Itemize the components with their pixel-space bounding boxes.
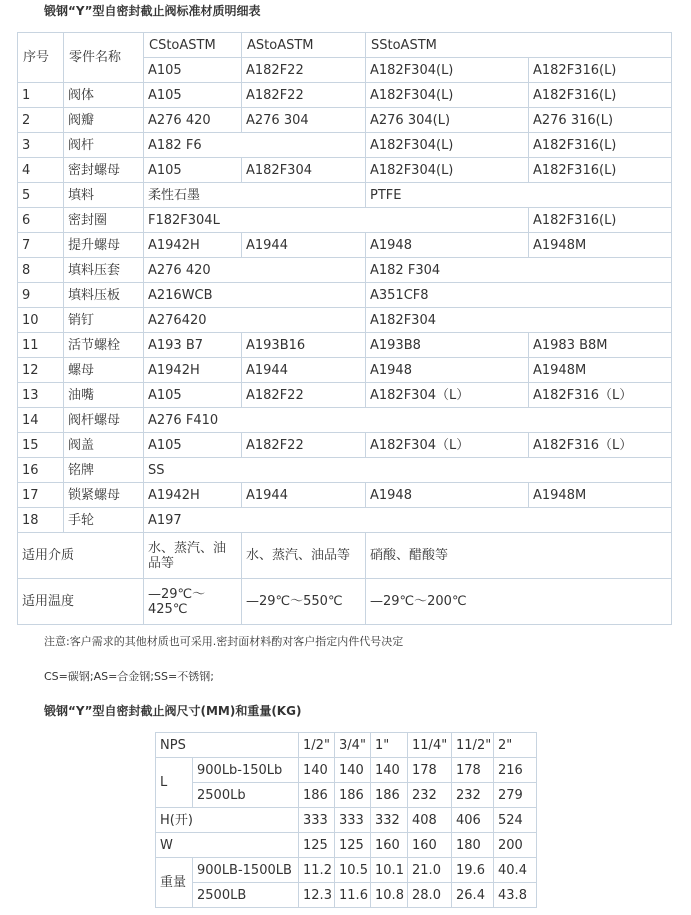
length-value: 232 — [408, 783, 452, 808]
subheader-ss-304: A182F304(L) — [366, 58, 529, 83]
length-value: 186 — [299, 783, 335, 808]
material-cs: A105 — [144, 158, 242, 183]
table-row — [18, 358, 672, 383]
material-cs: A1942H — [144, 483, 242, 508]
row-number: 12 — [18, 358, 64, 383]
table-row — [156, 758, 537, 783]
material-cs: A1942H — [144, 358, 242, 383]
width-value: 125 — [335, 833, 371, 858]
part-name: 铭牌 — [64, 458, 144, 483]
material-ss316: A1948M — [529, 483, 672, 508]
pressure-class: 2500LB — [193, 883, 299, 908]
length-value: 186 — [335, 783, 371, 808]
temperature-cs: —29℃～425℃ — [144, 579, 242, 625]
material-ss316: A182F316(L) — [529, 83, 672, 108]
pressure-class: 2500Lb — [193, 783, 299, 808]
material-ss: A351CF8 — [366, 283, 672, 308]
table-row — [18, 283, 672, 308]
material-ss: A182 F304 — [366, 258, 672, 283]
weight-value: 12.3 — [299, 883, 335, 908]
part-name: 密封圈 — [64, 208, 144, 233]
material-cs: A105 — [144, 433, 242, 458]
material-as: A276 304 — [242, 108, 366, 133]
height-label: H(开) — [156, 808, 299, 833]
material-as: A1944 — [242, 233, 366, 258]
size-header: 3/4" — [335, 733, 371, 758]
row-number: 6 — [18, 208, 64, 233]
weight-value: 19.6 — [452, 858, 494, 883]
part-name: 活节螺栓 — [64, 333, 144, 358]
material-ss316: A182F316(L) — [529, 208, 672, 233]
temperature-ss: —29℃～200℃ — [366, 579, 672, 625]
material-ss316: A182F316（L） — [529, 433, 672, 458]
material-cs-as: A216WCB — [144, 283, 366, 308]
part-name: 阀瓣 — [64, 108, 144, 133]
part-name: 手轮 — [64, 508, 144, 533]
part-name: 阀杆 — [64, 133, 144, 158]
row-number: 11 — [18, 333, 64, 358]
material-as: A182F22 — [242, 433, 366, 458]
row-number: 14 — [18, 408, 64, 433]
weight-value: 10.8 — [371, 883, 408, 908]
medium-label: 适用介质 — [18, 533, 144, 579]
header-seq: 序号 — [18, 33, 64, 83]
table-row — [156, 808, 537, 833]
subheader-ss-316: A182F316(L) — [529, 58, 672, 83]
row-number: 17 — [18, 483, 64, 508]
size-header: 2" — [494, 733, 537, 758]
table-row — [18, 233, 672, 258]
weight-label: 重量 — [156, 858, 193, 908]
table-row — [156, 858, 537, 883]
material-cs-as: A276420 — [144, 308, 366, 333]
size-header: 1/2" — [299, 733, 335, 758]
material-table — [17, 32, 672, 625]
header-as: AStoASTM — [242, 33, 366, 58]
part-name: 提升螺母 — [64, 233, 144, 258]
table-row — [18, 483, 672, 508]
part-name: 密封螺母 — [64, 158, 144, 183]
row-number: 10 — [18, 308, 64, 333]
material-ss304: A1948 — [366, 233, 529, 258]
size-header: 11/4" — [408, 733, 452, 758]
material-cs-as-ss304: F182F304L — [144, 208, 529, 233]
table-row — [18, 83, 672, 108]
material-ss304: A182F304（L） — [366, 383, 529, 408]
material-note: 注意:客户需求的其他材质也可采用.密封面材料酌对客户指定内件代号决定 — [44, 635, 404, 648]
material-ss304: A193B8 — [366, 333, 529, 358]
size-weight-table — [155, 732, 537, 908]
material-ss316: A1948M — [529, 358, 672, 383]
table-row — [18, 433, 672, 458]
row-number: 5 — [18, 183, 64, 208]
row-number: 8 — [18, 258, 64, 283]
width-label: W — [156, 833, 299, 858]
pressure-class: 900LB-1500LB — [193, 858, 299, 883]
subheader-as: A182F22 — [242, 58, 366, 83]
material-cs: A193 B7 — [144, 333, 242, 358]
material-all: A276 F410 — [144, 408, 672, 433]
height-value: 406 — [452, 808, 494, 833]
material-cs: A1942H — [144, 233, 242, 258]
table-row — [18, 458, 672, 483]
temperature-as: —29℃～550℃ — [242, 579, 366, 625]
table-row — [18, 533, 672, 579]
material-cs: A105 — [144, 83, 242, 108]
material-ss304: A182F304（L） — [366, 433, 529, 458]
table-row — [18, 308, 672, 333]
material-cs-as: A276 420 — [144, 258, 366, 283]
material-cs: A276 420 — [144, 108, 242, 133]
table-row — [18, 579, 672, 625]
length-value: 140 — [371, 758, 408, 783]
part-name: 填料压板 — [64, 283, 144, 308]
medium-cs: 水、蒸汽、油品等 — [144, 533, 242, 579]
row-number: 15 — [18, 433, 64, 458]
width-value: 125 — [299, 833, 335, 858]
table-row — [18, 208, 672, 233]
width-value: 160 — [408, 833, 452, 858]
material-table-heading: 锻钢“Y”型自密封截止阀标准材质明细表 — [44, 4, 261, 18]
width-value: 160 — [371, 833, 408, 858]
material-ss316: A1983 B8M — [529, 333, 672, 358]
table-row — [18, 183, 672, 208]
table-row — [156, 883, 537, 908]
table-row — [156, 783, 537, 808]
length-label: L — [156, 758, 193, 808]
medium-as: 水、蒸汽、油品等 — [242, 533, 366, 579]
material-all: A197 — [144, 508, 672, 533]
part-name: 螺母 — [64, 358, 144, 383]
part-name: 阀杆螺母 — [64, 408, 144, 433]
part-name: 填料 — [64, 183, 144, 208]
weight-value: 10.1 — [371, 858, 408, 883]
length-value: 178 — [452, 758, 494, 783]
width-value: 180 — [452, 833, 494, 858]
weight-value: 26.4 — [452, 883, 494, 908]
subheader-cs: A105 — [144, 58, 242, 83]
material-ss316: A276 316(L) — [529, 108, 672, 133]
weight-value: 43.8 — [494, 883, 537, 908]
table-row — [18, 408, 672, 433]
size-table-heading: 锻钢“Y”型自密封截止阀尺寸(MM)和重量(KG) — [44, 704, 302, 718]
material-cs: A105 — [144, 383, 242, 408]
part-name: 销钉 — [64, 308, 144, 333]
size-header: 1" — [371, 733, 408, 758]
row-number: 9 — [18, 283, 64, 308]
part-name: 阀体 — [64, 83, 144, 108]
header-part-name: 零件名称 — [64, 33, 144, 83]
material-ss316: A182F316（L） — [529, 383, 672, 408]
header-cs: CStoASTM — [144, 33, 242, 58]
material-ss: PTFE — [366, 183, 672, 208]
table-row — [18, 383, 672, 408]
height-value: 524 — [494, 808, 537, 833]
part-name: 填料压套 — [64, 258, 144, 283]
material-cs-as: A182 F6 — [144, 133, 366, 158]
row-number: 7 — [18, 233, 64, 258]
row-number: 16 — [18, 458, 64, 483]
weight-value: 28.0 — [408, 883, 452, 908]
material-as: A193B16 — [242, 333, 366, 358]
header-ss: SStoASTM — [366, 33, 672, 58]
table-row — [18, 133, 672, 158]
length-value: 279 — [494, 783, 537, 808]
table-row — [18, 108, 672, 133]
material-ss316: A1948M — [529, 233, 672, 258]
row-number: 1 — [18, 83, 64, 108]
temperature-label: 适用温度 — [18, 579, 144, 625]
material-ss304: A276 304(L) — [366, 108, 529, 133]
table-row — [18, 33, 672, 58]
height-value: 333 — [299, 808, 335, 833]
table-row — [156, 833, 537, 858]
material-all: SS — [144, 458, 672, 483]
height-value: 333 — [335, 808, 371, 833]
row-number: 13 — [18, 383, 64, 408]
pressure-class: 900Lb-150Lb — [193, 758, 299, 783]
height-value: 332 — [371, 808, 408, 833]
material-as: A1944 — [242, 483, 366, 508]
abbreviation-note: CS=碳钢;AS=合金钢;SS=不锈钢; — [44, 670, 214, 683]
table-row — [18, 258, 672, 283]
length-value: 178 — [408, 758, 452, 783]
row-number: 4 — [18, 158, 64, 183]
weight-value: 40.4 — [494, 858, 537, 883]
material-ss304: A182F304(L) — [366, 83, 529, 108]
length-value: 140 — [299, 758, 335, 783]
material-ss304: A1948 — [366, 483, 529, 508]
material-as: A182F22 — [242, 383, 366, 408]
material-as: A182F304 — [242, 158, 366, 183]
material-cs-as: 柔性石墨 — [144, 183, 366, 208]
material-ss316: A182F316(L) — [529, 158, 672, 183]
material-ss: A182F304 — [366, 308, 672, 333]
nps-label: NPS — [156, 733, 299, 758]
material-ss316: A182F316(L) — [529, 133, 672, 158]
table-row — [18, 158, 672, 183]
part-name: 油嘴 — [64, 383, 144, 408]
height-value: 408 — [408, 808, 452, 833]
length-value: 232 — [452, 783, 494, 808]
part-name: 阀盖 — [64, 433, 144, 458]
table-row — [18, 508, 672, 533]
part-name: 锁紧螺母 — [64, 483, 144, 508]
table-row — [18, 333, 672, 358]
row-number: 3 — [18, 133, 64, 158]
width-value: 200 — [494, 833, 537, 858]
row-number: 18 — [18, 508, 64, 533]
length-value: 216 — [494, 758, 537, 783]
weight-value: 11.2 — [299, 858, 335, 883]
material-ss304: A1948 — [366, 358, 529, 383]
weight-value: 10.5 — [335, 858, 371, 883]
size-header: 11/2" — [452, 733, 494, 758]
row-number: 2 — [18, 108, 64, 133]
material-ss304: A182F304(L) — [366, 133, 529, 158]
medium-ss: 硝酸、醋酸等 — [366, 533, 672, 579]
length-value: 186 — [371, 783, 408, 808]
material-as: A1944 — [242, 358, 366, 383]
length-value: 140 — [335, 758, 371, 783]
table-row — [156, 733, 537, 758]
material-ss304: A182F304(L) — [366, 158, 529, 183]
material-as: A182F22 — [242, 83, 366, 108]
weight-value: 21.0 — [408, 858, 452, 883]
weight-value: 11.6 — [335, 883, 371, 908]
